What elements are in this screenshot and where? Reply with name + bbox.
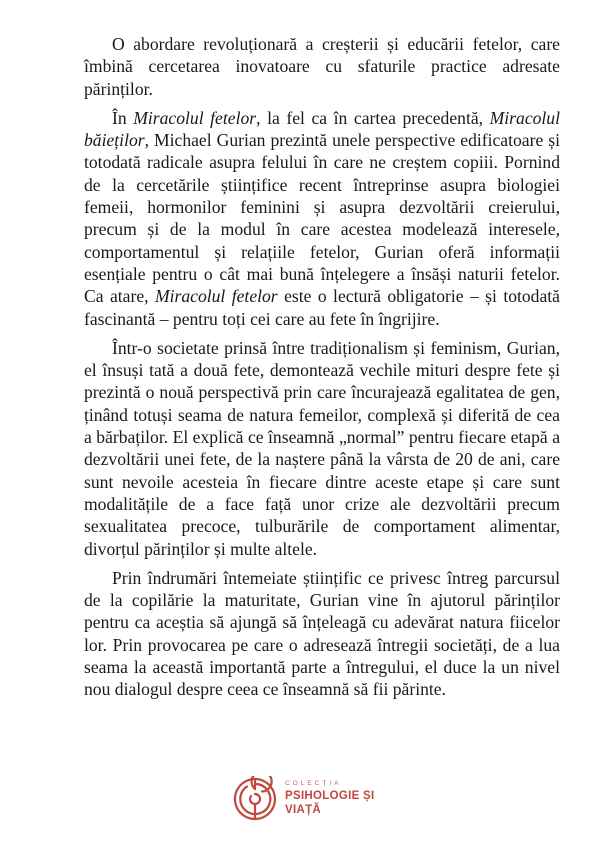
- text-segment: este o lectură obligatorie – și totodată fascinantă – pentru toți cei care au fete în îngrijire.: [84, 286, 560, 329]
- series-name-line-2: VIAȚĂ: [285, 804, 321, 816]
- blurb-text: [84, 33, 560, 708]
- text-segment: , la fel ca în cartea precedentă,: [256, 107, 490, 128]
- text-segment: În: [112, 107, 134, 128]
- book-title-girls: Miracolul fetelor: [154, 286, 278, 307]
- paragraph-intro: O abordare revoluționară a creșterii și educării fetelor, care îmbină cercetarea inovatoare cu sfaturile practice adresate părinților.: [84, 34, 560, 99]
- paragraph-guidance: Prin îndrumări întemeiate științific ce privesc întreg parcursul de la copilărie la maturitate, Gurian vine în ajutorul părinților pentru ca aceștia să ajungă să înțeleagă cu adevărat natura fiicelor lor. Prin provocarea pe care o adresează întregii societăți, de a lua seama la această importantă parte a întregului, el duce la un nivel nou dialogul despre ceea ce înseamnă să fii părinte.: [84, 567, 560, 700]
- paragraph-society: Într-o societate prinsă între tradiționalism și feminism, Gurian, el însuși tată a două fete, demontează vechile mituri despre fete și prezintă o nouă perspectivă prin care încurajează egalitatea de gen, ținând totuși seama de natura femeilor, complexă și diferită de cea a bărbaților. El explică ce înseamnă „normal” pentru fiecare etapă a dezvoltării unei fete, de la naștere până la vârsta de 20 de ani, care sunt nevoile acesteia în fiecare dintre aceste etape și care sunt modalitățile de a face față unor crize ale dezvoltării precum sexualitatea precoce, tulburările de comportament alimentar, divorțul părinților și multe altele.: [84, 337, 560, 559]
- book-title-boys: Miracolul băieților: [84, 107, 560, 151]
- series-name-line-1: PSIHOLOGIE ȘI: [285, 790, 375, 802]
- book-title-girls: Miracolul fetelor: [133, 107, 257, 128]
- collection-label: COLECȚIA: [285, 780, 342, 787]
- collection-logo: [232, 776, 392, 826]
- paragraph-book-description: [84, 107, 560, 330]
- text-segment: , Michael Gurian prezintă unele perspective edificatoare și totodată radicale asupra felului în care ne creștem copiii. Pornind de la cercetările științifice recent întreprinse asupra biologiei femeii, hormonilor feminini și asupra dezvoltării creierului, precum și de la modul în care acestea modelează interesele, comportamentul și relațiile fetelor, Gurian oferă informații esențiale pentru o cât mai bună înțelegere a însăși naturii fetelor. Ca atare,: [84, 130, 560, 307]
- labyrinth-icon: [232, 776, 278, 822]
